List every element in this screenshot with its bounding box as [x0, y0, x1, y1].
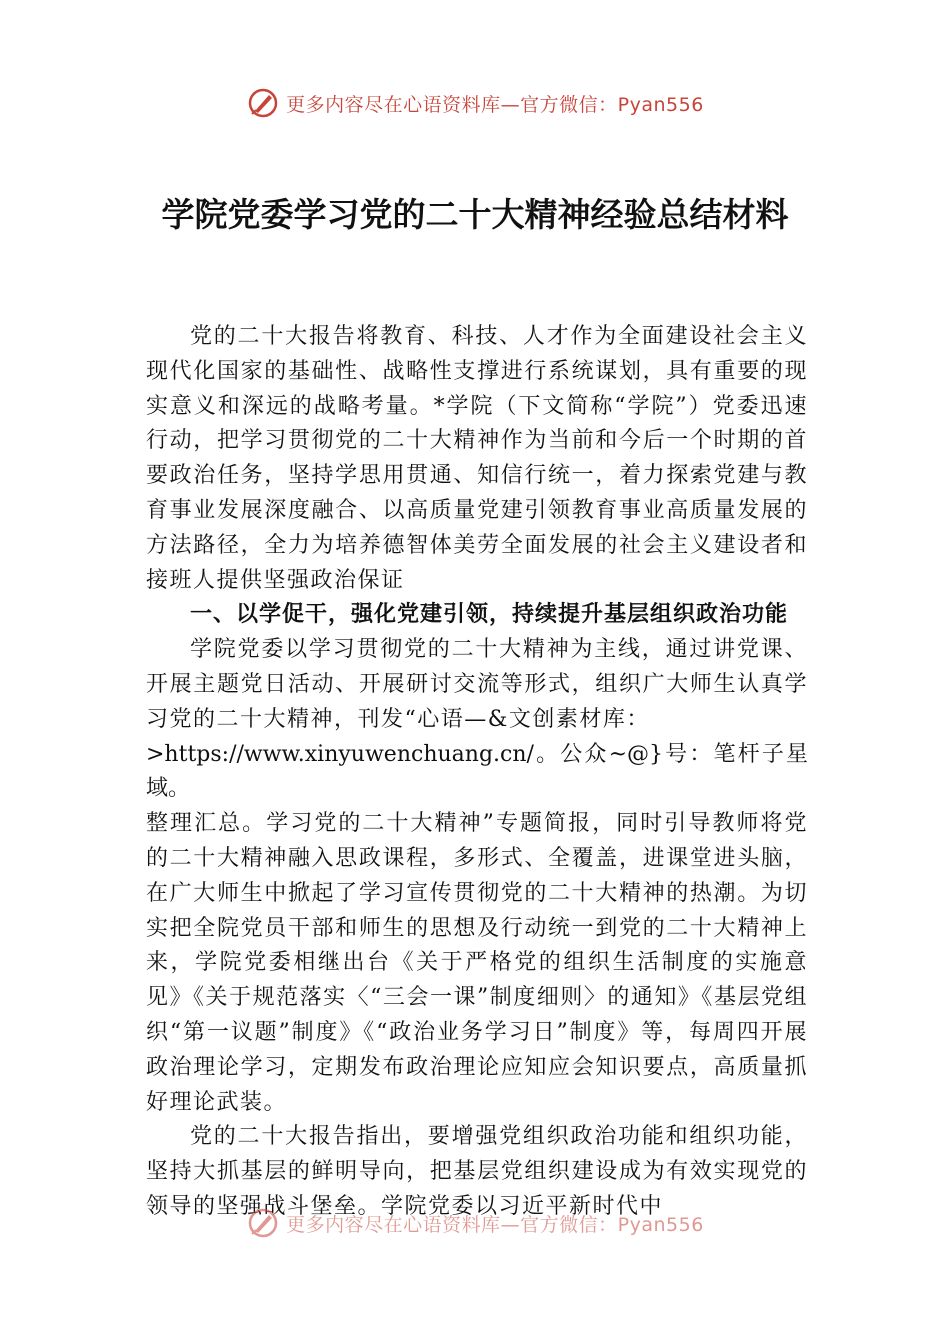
- watermark-text: 更多内容尽在心语资料库—官方微信：Pyan556: [286, 93, 704, 116]
- document-title: 学院党委学习党的二十大精神经验总结材料: [161, 195, 789, 234]
- section-heading-1: 一、以学促干，强化党建引领，持续提升基层组织政治功能: [190, 602, 789, 628]
- document-body: [146, 320, 808, 1225]
- watermark-text: 更多内容尽在心语资料库—官方微信：Pyan556: [286, 1213, 704, 1236]
- paragraph-study: 学院党委以学习贯彻党的二十大精神为主线，通过讲党课、开展主题党日活动、开展研讨交流等形式，组织广大师生认真学习党的二十大精神，刊发“心语—&文创素材库：: [146, 637, 808, 732]
- pen-circle-logo-icon: [246, 1206, 280, 1240]
- paragraph-url-line: >https://www.xinyuwenchuang.cn/。公众~@}号：笔杆子星域。: [146, 741, 808, 802]
- paragraph-report: 党的二十大报告指出，要增强党组织政治功能和组织功能，坚持大抓基层的鲜明导向，把基层党组织建设成为有效实现党的领导的坚强战斗堡垒。学院党委以习近平新时代中: [146, 1124, 808, 1219]
- watermark-footer: [0, 1203, 950, 1243]
- paragraph-summary: 整理汇总。学习党的二十大精神”专题简报，同时引导教师将党的二十大精神融入思政课程，多形式、全覆盖，进课堂进头脑，在广大师生中掀起了学习宣传贯彻党的二十大精神的热潮。为切实把全院党员干部和师生的思想及行动统一到党的二十大精神上来，学院党委相继出台《关于严格党的组织生活制度的实施意见》《关于规范落实〈“三会一课”制度细则〉的通知》《基层党组织“第一议题”制度》《“政治业务学习日”制度》等，每周四开展政治理论学习，定期发布政治理论应知应会知识要点，高质量抓好理论武装。: [146, 811, 808, 1115]
- paragraph-intro: 党的二十大报告将教育、科技、人才作为全面建设社会主义现代化国家的基础性、战略性支撑进行系统谋划，具有重要的现实意义和深远的战略考量。*学院（下文简称“学院”）党委迅速行动，把学习贯彻党的二十大精神作为当前和今后一个时期的首要政治任务，坚持学思用贯通、知信行统一，着力探索党建与教育事业发展深度融合、以高质量党建引领教育事业高质量发展的方法路径，全力为培养德智体美劳全面发展的社会主义建设者和接班人提供坚强政治保证: [146, 324, 808, 593]
- pen-circle-logo-icon: [246, 86, 280, 120]
- watermark-header: [0, 83, 950, 123]
